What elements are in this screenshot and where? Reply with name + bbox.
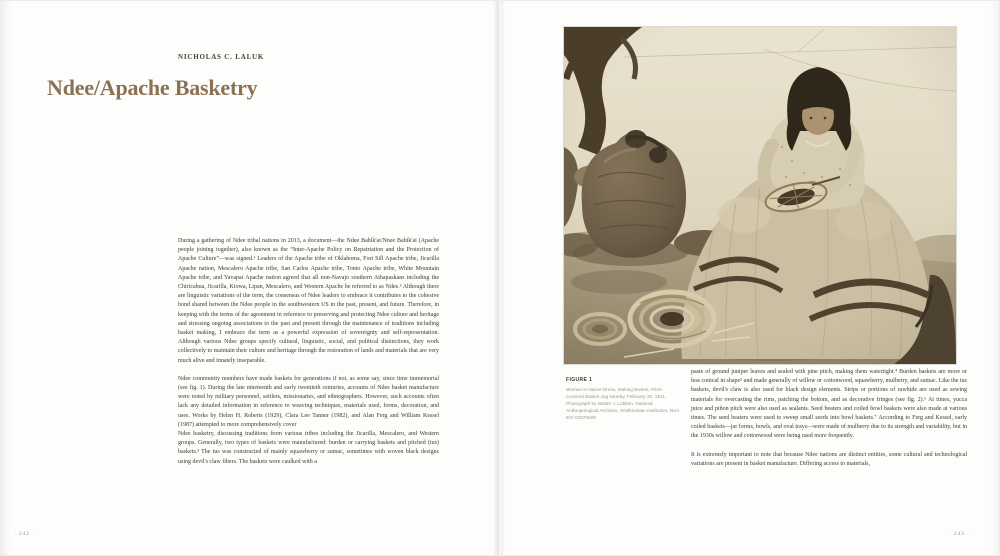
figure-label: FIGURE 1 bbox=[566, 377, 593, 383]
page-number-left: · 242 · bbox=[14, 531, 35, 537]
left-text-column bbox=[178, 237, 439, 467]
right-text-column bbox=[691, 368, 967, 469]
figure-caption bbox=[566, 377, 680, 421]
page-number-right: · 243 · bbox=[949, 531, 970, 537]
chapter-title: Ndee/Apache Basketry bbox=[47, 75, 258, 100]
author-name: NICHOLAS C. LALUK bbox=[178, 53, 265, 61]
figure-caption-text: Woman in Native Dress, Making Basket, Pitch-Covered Basket Jug Nearby, February 20, 1911. Photograph by Walter J. Lubken. National Anthropological Archives, Smithsonian Institution, NAA INV 02075600 bbox=[566, 387, 680, 420]
figure-1-photo-art bbox=[564, 27, 956, 364]
paragraph: It is extremely important to note that because Ndee nations are distinct entities, some cultural and technological variations are present in basket manufacture. Differing access to materials, bbox=[691, 451, 967, 467]
page-edge-right bbox=[989, 1, 999, 555]
figure-1-photo bbox=[564, 27, 956, 364]
page-edge-left bbox=[1, 1, 11, 555]
paragraph: Ndee basketry, discussing traditions from various tribes including the Jicarilla, Mescalero, and Western groups. Generally, two types of baskets were manufactured: burden or carrying baskets and pitched (tus) baskets.³ The tus was constructed of mainly squawberry or sumac, sometimes with woven black designs using devil's claw fibers. The baskets were caulked with a bbox=[178, 431, 439, 465]
paragraph: paste of ground juniper leaves and sealed with pine pitch, making them watertight.⁴ Burden baskets are more or less conical in shape⁵ and made generally of willow or cottonwood, squawberry, mulberry, and sumac. Like the tus baskets, devil's claw is also used for black design elements. Strips or portions of rawhide are used as sewing materials for overcasting the rims, patching the bottom, and as decorative fringes (see fig. 2).⁶ At times, yucca juice and piñon pitch were also used as sealants. Seed beaters and coiled bowl baskets were also made at various times. The seed beaters were used to sweep small seeds into bowl baskets.⁷ According to Ferg and Kessel, early coiled baskets—jar forms, bowls, and oval trays—were made of mulberry due to its strength and variability, but in the 1930s willow and cottonwood were being used more frequently. bbox=[691, 369, 967, 440]
photo-vignette bbox=[564, 27, 956, 364]
book-gutter bbox=[493, 1, 505, 555]
paragraph: Ndee community members have made baskets for generations if not, as some say, since time immemorial (see fig. 1). During the late nineteenth and early twentieth centuries, accounts of Ndee basket manufacture were noted by military personnel, settlers, missionaries, and ethnographers. However, such accounts often lack any detailed information in reference to weaving techniques, materials used, forms, decoration, and uses. Works by Helen H. Roberts (1929), Clara Lee Tanner (1982), and Alan Ferg and William Kessel (1987) attempted to more comprehensively cover bbox=[178, 375, 439, 428]
paragraph: During a gathering of Ndee tribal nations in 2013, a document—the Ndee Bahík'ai/Nnee Bahík'ai (Apache people joining together), also known as the “Inter-Apache Policy on Repatriation and the Protection of Apache Culture”—was signed.¹ Leaders of the Apache tribe of Oklahoma, Fort Sill Apache tribe, Jicarilla Apache nation, Mescalero Apache tribe, San Carlos Apache tribe, Tonto Apache tribe, White Mountain Apache tribe, and Yavapai Apache nation agreed that all non-Navajo southern Athapaskans including the Chiricahua, Jicarilla, Kiowa, Lipan, Mescalero, and Western Apache be referred to as Ndee.² Although there are linguistic variations of the term, the consensus of Ndee leaders to embrace it contributes to the cohesive bond shared between the Ndee people in the southwestern US in the past, present, and future. Therefore, in keeping with the terms of the agreement in reference to preserving and protecting Ndee culture and heritage and stressing ongoing associations to the past and present through the maintenance of traditions including basket making, I embrace the term as a powerful expression of sovereignty and self-representation. Although various Ndee groups specify cultural, linguistic, social, and political distinctions, they work collectively to maintain their culture and heritage through the restoration of lands and materials that are very much alive and innately inseparable. bbox=[178, 238, 439, 364]
